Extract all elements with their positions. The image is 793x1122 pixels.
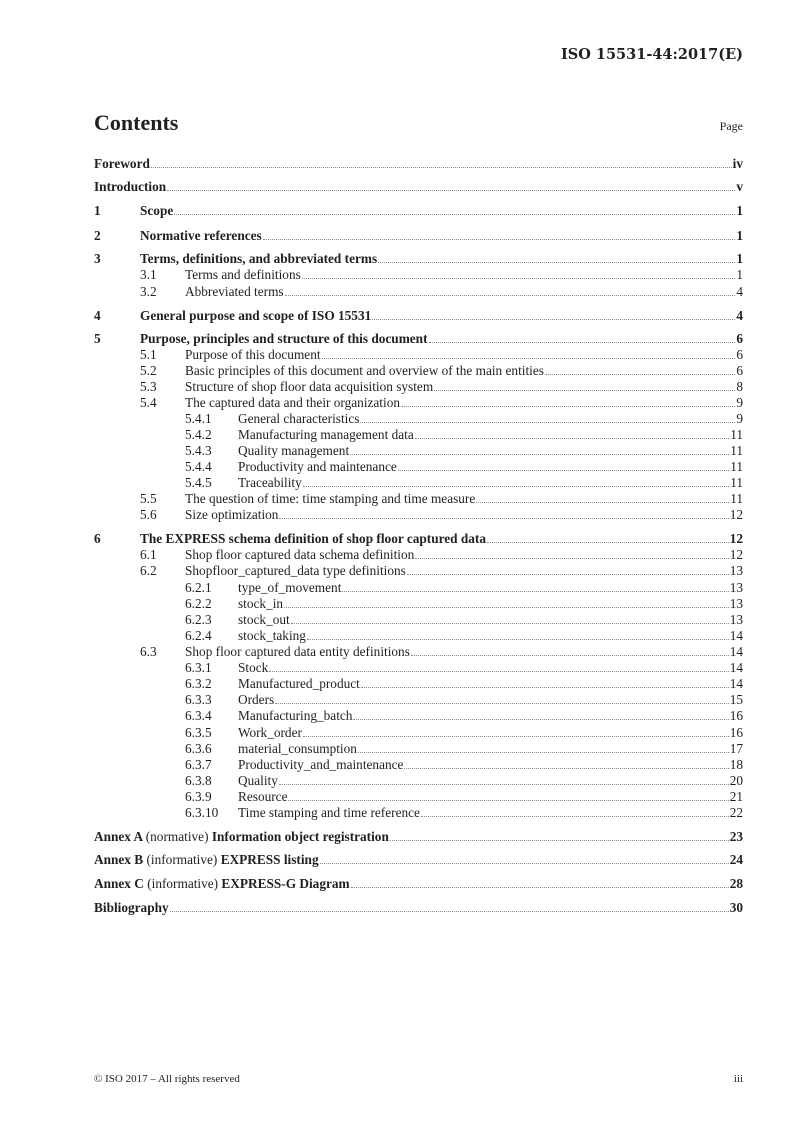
toc-entry[interactable] — [94, 179, 743, 195]
toc-entry-page: 1 — [736, 251, 743, 266]
page-column-label: Page — [719, 119, 743, 133]
toc-entry-page: 4 — [736, 284, 743, 299]
toc-entry-number: 6.3.5 — [185, 725, 212, 740]
toc-entry-page: 18 — [729, 757, 743, 772]
dot-leader — [351, 886, 729, 888]
dot-leader — [284, 606, 729, 608]
toc-entry[interactable] — [94, 228, 743, 244]
toc-entry-title: Foreword — [94, 156, 150, 171]
toc-entry-page: 11 — [730, 491, 743, 506]
toc-entry-page: 20 — [729, 773, 743, 788]
toc-entry-page: 12 — [729, 531, 743, 546]
dot-leader — [303, 485, 729, 487]
toc-entry-page: 22 — [729, 805, 743, 820]
toc-entry-number: 6.3.3 — [185, 692, 212, 707]
toc-entry-number: 5.6 — [140, 507, 157, 522]
toc-entry[interactable] — [94, 308, 743, 324]
dot-leader — [434, 389, 735, 391]
toc-entry-number: 6.2.1 — [185, 580, 212, 595]
toc-entry[interactable] — [94, 644, 743, 660]
toc-entry-number: 5.4 — [140, 395, 157, 410]
annex-title: EXPRESS listing — [220, 852, 319, 867]
toc-entry-title: Quality — [238, 773, 278, 788]
toc-entry-title: The captured data and their organization — [185, 395, 400, 410]
toc-entry-number: 5 — [94, 331, 101, 346]
dot-leader — [320, 862, 729, 864]
toc-entry-number: 6.2.2 — [185, 596, 212, 611]
toc-entry-page: 1 — [736, 203, 743, 218]
dot-leader — [288, 799, 728, 801]
dot-leader — [279, 517, 728, 519]
toc-entry-page: 9 — [736, 395, 743, 410]
toc-entry-title: Stock — [238, 660, 269, 675]
toc-entry-page: 6 — [736, 347, 743, 362]
annex-type: (informative) — [146, 852, 218, 867]
toc-entry-number: 5.1 — [140, 347, 157, 362]
toc-entry-title: Productivity and maintenance — [238, 459, 397, 474]
toc-entry-page: 6 — [736, 331, 743, 346]
dot-leader — [285, 294, 736, 296]
toc-entry-page: 16 — [729, 725, 743, 740]
page-number: iii — [733, 1073, 743, 1085]
toc-entry-title: General purpose and scope of ISO 15531 — [140, 308, 372, 323]
toc-entry[interactable] — [94, 708, 743, 724]
toc-entry-page: 13 — [729, 580, 743, 595]
dot-leader — [404, 767, 728, 769]
toc-entry[interactable] — [94, 331, 743, 347]
toc-entry-number: 6.3.8 — [185, 773, 212, 788]
toc-entry-page: 28 — [729, 876, 743, 891]
toc-entry-number: 3.1 — [140, 267, 157, 282]
toc-entry[interactable] — [94, 459, 743, 475]
dot-leader — [307, 638, 729, 640]
dot-leader — [353, 718, 728, 720]
toc-entry-number: 5.5 — [140, 491, 157, 506]
toc-entry-title: Bibliography — [94, 900, 169, 915]
toc-entry-title: stock_taking — [238, 628, 306, 643]
toc-entry-number: 6.3.4 — [185, 708, 212, 723]
dot-leader — [378, 261, 735, 263]
toc-entry[interactable] — [94, 531, 743, 547]
toc-entry-number: 6.3.1 — [185, 660, 212, 675]
toc-entry[interactable] — [94, 363, 743, 379]
annex-label: Annex C — [94, 876, 144, 891]
toc-entry-page: v — [736, 179, 743, 194]
toc-entry-number: 5.3 — [140, 379, 157, 394]
toc-entry[interactable] — [94, 628, 743, 644]
toc-entry-page: 8 — [736, 379, 743, 394]
toc-entry[interactable] — [94, 580, 743, 596]
toc-entry[interactable] — [94, 203, 743, 219]
toc-entry-number: 6.2 — [140, 563, 157, 578]
annex-title: EXPRESS-G Diagram — [221, 876, 350, 891]
toc-entry[interactable] — [94, 395, 743, 411]
toc-entry[interactable] — [94, 475, 743, 491]
toc-entry-page: iv — [732, 156, 743, 171]
toc-entry-page: 14 — [729, 628, 743, 643]
dot-leader — [291, 622, 729, 624]
dot-leader — [429, 341, 736, 343]
toc-entry-title: Terms and definitions — [185, 267, 301, 282]
dot-leader — [279, 783, 729, 785]
dot-leader — [421, 815, 729, 817]
dot-leader — [407, 573, 729, 575]
annex-title: Information object registration — [211, 829, 389, 844]
toc-entry-page: 12 — [729, 507, 743, 522]
toc-entry[interactable] — [94, 443, 743, 459]
document-id: ISO 15531-44:2017(E) — [560, 46, 743, 63]
toc-entry-page: 30 — [729, 900, 743, 915]
dot-leader — [322, 357, 736, 359]
dot-leader — [398, 469, 729, 471]
toc-entry-title: type_of_movement — [238, 580, 342, 595]
toc-entry[interactable] — [94, 741, 743, 757]
toc-entry-page: 11 — [730, 427, 743, 442]
toc-entry-page: 15 — [729, 692, 743, 707]
toc-entry-number: 6.3 — [140, 644, 157, 659]
annex-type: (normative) — [145, 829, 209, 844]
toc-entry-number: 6.3.9 — [185, 789, 212, 804]
toc-entry-title: stock_in — [238, 596, 284, 611]
toc-entry-title: Productivity_and_maintenance — [238, 757, 404, 772]
toc-entry[interactable] — [94, 852, 743, 868]
toc-entry-number: 1 — [94, 203, 101, 218]
toc-entry-page: 23 — [729, 829, 743, 844]
toc-entry[interactable] — [94, 411, 743, 427]
toc-entry-title: Manufactured_product — [238, 676, 360, 691]
dot-leader — [269, 670, 728, 672]
toc-entry-number: 6.3.6 — [185, 741, 212, 756]
dot-leader — [415, 437, 729, 439]
toc-entry-number: 5.4.2 — [185, 427, 212, 442]
toc-entry-title: Shop floor captured data entity definitions — [185, 644, 410, 659]
toc-entry-page: 14 — [729, 660, 743, 675]
toc-entry-title: Abbreviated terms — [185, 284, 284, 299]
toc-entry-page: 24 — [729, 852, 743, 867]
annex-type: (informative) — [147, 876, 219, 891]
toc-entry-number: 6.1 — [140, 547, 157, 562]
toc-entry-title: Traceability — [238, 475, 302, 490]
toc-entry-title: Purpose of this document — [185, 347, 321, 362]
toc-entry[interactable] — [94, 491, 743, 507]
toc-entry-number: 5.4.5 — [185, 475, 212, 490]
toc-entry-number: 6.3.10 — [185, 805, 219, 820]
annex-label: Annex B — [94, 852, 144, 867]
toc-entry-number: 5.2 — [140, 363, 157, 378]
toc-entry-title: material_consumption — [238, 741, 357, 756]
toc-entry[interactable] — [94, 660, 743, 676]
dot-leader — [275, 702, 729, 704]
toc-entry-title: The EXPRESS schema definition of shop floor captured data — [140, 531, 487, 546]
dot-leader — [401, 405, 735, 407]
toc-entry[interactable] — [94, 757, 743, 773]
toc-entry-title: Time stamping and time reference — [238, 805, 420, 820]
toc-entry[interactable] — [94, 692, 743, 708]
toc-entry[interactable] — [94, 805, 743, 821]
toc-entry[interactable] — [94, 267, 743, 283]
toc-entry-title: Orders — [238, 692, 275, 707]
dot-leader — [263, 238, 736, 240]
dot-leader — [342, 590, 728, 592]
toc-entry-title: Terms, definitions, and abbreviated terms — [140, 251, 378, 266]
dot-leader — [361, 686, 729, 688]
toc-entry-page: 16 — [729, 708, 743, 723]
toc-entry-number: 3.2 — [140, 284, 157, 299]
toc-entry[interactable] — [94, 379, 743, 395]
toc-entry-page: 13 — [729, 612, 743, 627]
toc-entry-number: 3 — [94, 251, 101, 266]
toc-entry-title: Shopfloor_captured_data type definitions — [185, 563, 406, 578]
toc-entry[interactable] — [94, 789, 743, 805]
copyright-notice: © ISO 2017 – All rights reserved — [94, 1073, 240, 1085]
dot-leader — [415, 557, 728, 559]
toc-entry[interactable] — [94, 507, 743, 523]
toc-entry[interactable] — [94, 251, 743, 267]
toc-entry-page: 21 — [729, 789, 743, 804]
toc-entry-number: 4 — [94, 308, 101, 323]
toc-entry[interactable] — [94, 547, 743, 563]
toc-entry-title — [94, 829, 389, 845]
toc-entry-page: 11 — [730, 459, 743, 474]
toc-entry[interactable] — [94, 773, 743, 789]
dot-leader — [487, 541, 729, 543]
dot-leader — [476, 501, 729, 503]
toc-entry[interactable] — [94, 347, 743, 363]
toc-entry[interactable] — [94, 427, 743, 443]
dot-leader — [167, 189, 735, 191]
toc-entry-number: 6 — [94, 531, 101, 546]
toc-entry-page: 13 — [729, 596, 743, 611]
toc-entry-title: The question of time: time stamping and time measure — [185, 491, 476, 506]
toc-entry-number: 6.2.3 — [185, 612, 212, 627]
toc-entry[interactable] — [94, 612, 743, 628]
toc-entry-title: Structure of shop floor data acquisition system — [185, 379, 434, 394]
toc-entry-title: Manufacturing management data — [238, 427, 414, 442]
toc-entry[interactable] — [94, 563, 743, 579]
dot-leader — [302, 277, 736, 279]
page-title: Contents — [94, 110, 179, 135]
dot-leader — [358, 751, 729, 753]
toc-entry-title: Size optimization — [185, 507, 279, 522]
toc-entry-title: Scope — [140, 203, 174, 218]
dot-leader — [174, 213, 735, 215]
toc-entry-title: Purpose, principles and structure of this document — [140, 331, 428, 346]
toc-entry[interactable] — [94, 900, 743, 916]
toc-entry-title: Basic principles of this document and overview of the main entities — [185, 363, 544, 378]
toc-entry-page: 12 — [729, 547, 743, 562]
toc-entry-number: 6.3.7 — [185, 757, 212, 772]
toc-entry-title: Shop floor captured data schema definition — [185, 547, 415, 562]
toc-entry-number: 2 — [94, 228, 101, 243]
toc-entry[interactable] — [94, 676, 743, 692]
toc-entry-title — [94, 852, 319, 868]
toc-entry-title: General characteristics — [238, 411, 360, 426]
toc-entry-page: 6 — [736, 363, 743, 378]
toc-entry-title: Quality management — [238, 443, 350, 458]
toc-entry-page: 11 — [730, 475, 743, 490]
toc-entry-number: 6.3.2 — [185, 676, 212, 691]
toc-entry-title: Normative references — [140, 228, 262, 243]
toc-entry-page: 17 — [729, 741, 743, 756]
toc-entry-title: Introduction — [94, 179, 167, 194]
dot-leader — [360, 421, 735, 423]
toc-entry[interactable] — [94, 156, 743, 172]
toc-entry-page: 9 — [736, 411, 743, 426]
dot-leader — [350, 453, 729, 455]
dot-leader — [151, 166, 732, 168]
toc-entry-number: 5.4.4 — [185, 459, 212, 474]
toc-entry-page: 13 — [729, 563, 743, 578]
toc-entry-title: Manufacturing_batch — [238, 708, 353, 723]
annex-label: Annex A — [94, 829, 143, 844]
toc-entry-title: stock_out — [238, 612, 290, 627]
toc-entry-page: 4 — [736, 308, 743, 323]
toc-entry-page: 11 — [730, 443, 743, 458]
toc-entry[interactable] — [94, 725, 743, 741]
toc-entry-title: Resource — [238, 789, 288, 804]
dot-leader — [303, 735, 729, 737]
toc-entry-page: 1 — [736, 228, 743, 243]
dot-leader — [545, 373, 735, 375]
toc-entry[interactable] — [94, 829, 743, 845]
dot-leader — [390, 839, 729, 841]
dot-leader — [411, 654, 729, 656]
toc-entry-page: 1 — [736, 267, 743, 282]
toc-entry[interactable] — [94, 876, 743, 892]
toc-entry-title: Work_order — [238, 725, 302, 740]
toc-entry-title — [94, 876, 350, 892]
toc-entry-number: 5.4.1 — [185, 411, 212, 426]
toc-entry[interactable] — [94, 284, 743, 300]
toc-entry[interactable] — [94, 596, 743, 612]
toc-entry-page: 14 — [729, 644, 743, 659]
toc-entry-number: 6.2.4 — [185, 628, 212, 643]
toc-entry-page: 14 — [729, 676, 743, 691]
dot-leader — [170, 910, 729, 912]
dot-leader — [372, 318, 735, 320]
toc-entry-number: 5.4.3 — [185, 443, 212, 458]
